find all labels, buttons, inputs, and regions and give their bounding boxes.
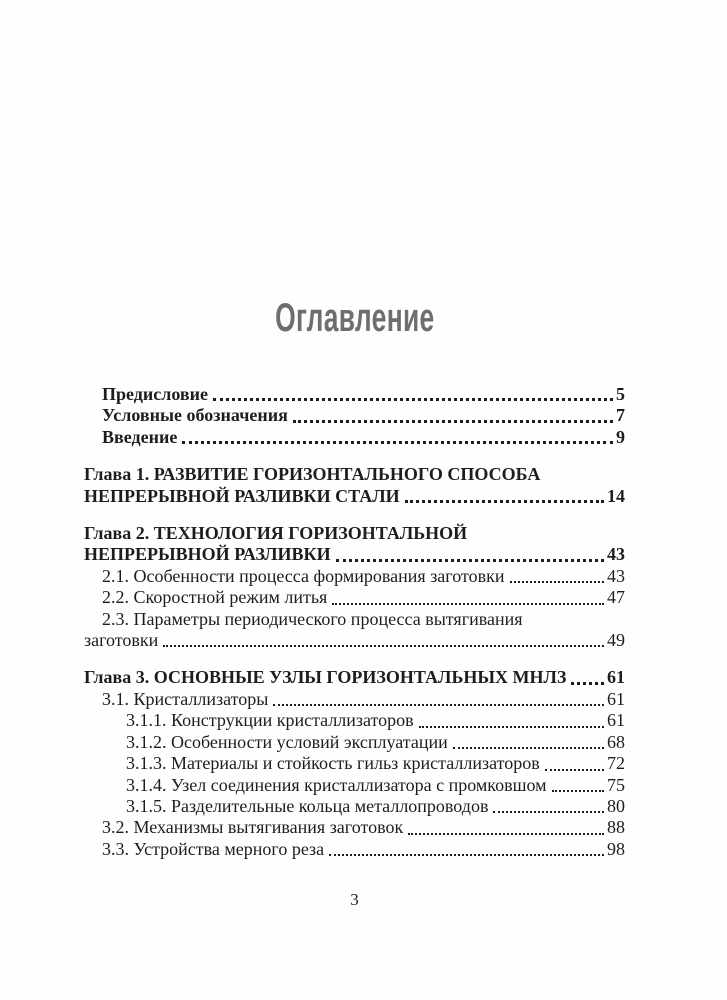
toc-page-ref: 5 xyxy=(616,384,625,404)
page-content-column xyxy=(84,0,625,910)
toc-entry-text: НЕПРЕРЫВНОЙ РАЗЛИВКИ СТАЛИ xyxy=(84,485,400,506)
toc-entry-line xyxy=(84,753,625,774)
toc-entry-line xyxy=(84,587,625,608)
toc-page-ref: 80 xyxy=(607,795,625,816)
toc-entry-line xyxy=(84,839,625,860)
toc-page-ref: 47 xyxy=(607,587,625,608)
toc-entry-line xyxy=(84,732,625,753)
toc-entry-text: 2.2. Скоростной режим литья xyxy=(102,587,328,608)
toc-entry-text: Глава 2. ТЕХНОЛОГИЯ ГОРИЗОНТАЛЬНОЙ xyxy=(84,523,468,544)
toc-entry-line xyxy=(84,544,625,565)
toc-entry-text: Введение xyxy=(102,426,178,447)
toc-leader-dots xyxy=(336,559,604,562)
toc-leader-dots xyxy=(419,726,604,728)
toc-leader-dots xyxy=(329,854,604,856)
toc-entry-line xyxy=(84,775,625,796)
toc-entry-line xyxy=(84,523,625,544)
toc-leader-dots xyxy=(293,420,613,423)
toc-entry-line xyxy=(84,667,625,688)
toc-entry-text: 3.1.5. Разделительные кольца металлопроводов xyxy=(126,795,489,816)
toc-entry-text: 2.3. Параметры периодического процесса вытягивания xyxy=(102,608,523,629)
toc-entry-text: Глава 1. РАЗВИТИЕ ГОРИЗОНТАЛЬНОГО СПОСОБА xyxy=(84,464,541,485)
toc-entry-line xyxy=(84,486,625,507)
toc-entry-line xyxy=(84,710,625,731)
toc-leader-dots xyxy=(213,398,613,401)
toc-leader-dots xyxy=(405,500,604,503)
toc-entry-line xyxy=(84,817,625,838)
toc-leader-dots xyxy=(408,833,604,835)
toc-entry-line xyxy=(84,405,625,426)
toc-page-ref: 61 xyxy=(607,667,625,688)
toc-entry-text: 3.1.4. Узел соединения кристаллизатора с промковшом xyxy=(126,774,547,795)
toc-page-ref: 61 xyxy=(607,710,625,731)
toc-entry-line xyxy=(84,609,625,630)
toc-leader-dots xyxy=(552,790,604,792)
toc-page-ref: 68 xyxy=(607,731,625,752)
page-title: Оглавление xyxy=(274,296,435,340)
toc-leader-dots xyxy=(493,811,604,813)
toc-page-ref: 14 xyxy=(607,485,625,506)
toc-entry-text: 3.1.2. Особенности условий эксплуатации xyxy=(126,731,448,752)
toc-page-ref: 9 xyxy=(616,426,625,447)
toc-entry-text: Предисловие xyxy=(102,384,208,404)
toc-leader-dots xyxy=(545,769,604,771)
toc-leader-dots xyxy=(332,603,604,605)
toc-list xyxy=(84,384,625,860)
toc-entry-text: 2.1. Особенности процесса формирования заготовки xyxy=(102,565,505,586)
toc-entry-text: 3.1.1. Конструкции кристаллизаторов xyxy=(126,710,414,731)
toc-leader-dots xyxy=(163,645,604,647)
toc-entry-text: НЕПРЕРЫВНОЙ РАЗЛИВКИ xyxy=(84,544,331,565)
toc-page-ref: 72 xyxy=(607,753,625,774)
toc-entry-text: 3.3. Устройства мерного реза xyxy=(102,838,325,859)
toc-entry-line xyxy=(84,464,625,485)
toc-entry-text: 3.2. Механизмы вытягивания заготовок xyxy=(102,817,404,838)
toc-entry-line xyxy=(84,566,625,587)
toc-page-ref: 88 xyxy=(607,817,625,838)
toc-entry-text: Глава 3. ОСНОВНЫЕ УЗЛЫ ГОРИЗОНТАЛЬНЫХ МНЛЗ xyxy=(84,667,567,688)
toc-page-ref: 61 xyxy=(607,688,625,709)
toc-page-ref: 7 xyxy=(616,405,625,426)
toc-title-heading xyxy=(84,0,625,339)
page-number: 3 xyxy=(350,890,359,910)
toc-entry-line xyxy=(84,630,625,651)
toc-page-ref: 49 xyxy=(607,630,625,651)
toc-entry-line xyxy=(84,427,625,448)
toc-page-ref: 43 xyxy=(607,544,625,565)
toc-leader-dots xyxy=(182,441,613,444)
toc-entry-text: 3.1. Кристаллизаторы xyxy=(102,688,269,709)
toc-leader-dots xyxy=(453,747,604,749)
toc-page-ref: 98 xyxy=(607,838,625,859)
toc-leader-dots xyxy=(273,704,604,706)
toc-entry-text: 3.1.3. Материалы и стойкость гильз кристаллизаторов xyxy=(126,753,540,774)
toc-leader-dots xyxy=(510,581,604,583)
toc-page-ref: 43 xyxy=(607,565,625,586)
toc-entry-text: заготовки xyxy=(84,630,159,651)
toc-entry-text: Условные обозначения xyxy=(102,405,288,426)
toc-page-ref: 75 xyxy=(607,774,625,795)
toc-entry-line xyxy=(84,384,625,405)
toc-entry-line xyxy=(84,796,625,817)
toc-leader-dots xyxy=(571,682,604,685)
toc-entry-line xyxy=(84,689,625,710)
